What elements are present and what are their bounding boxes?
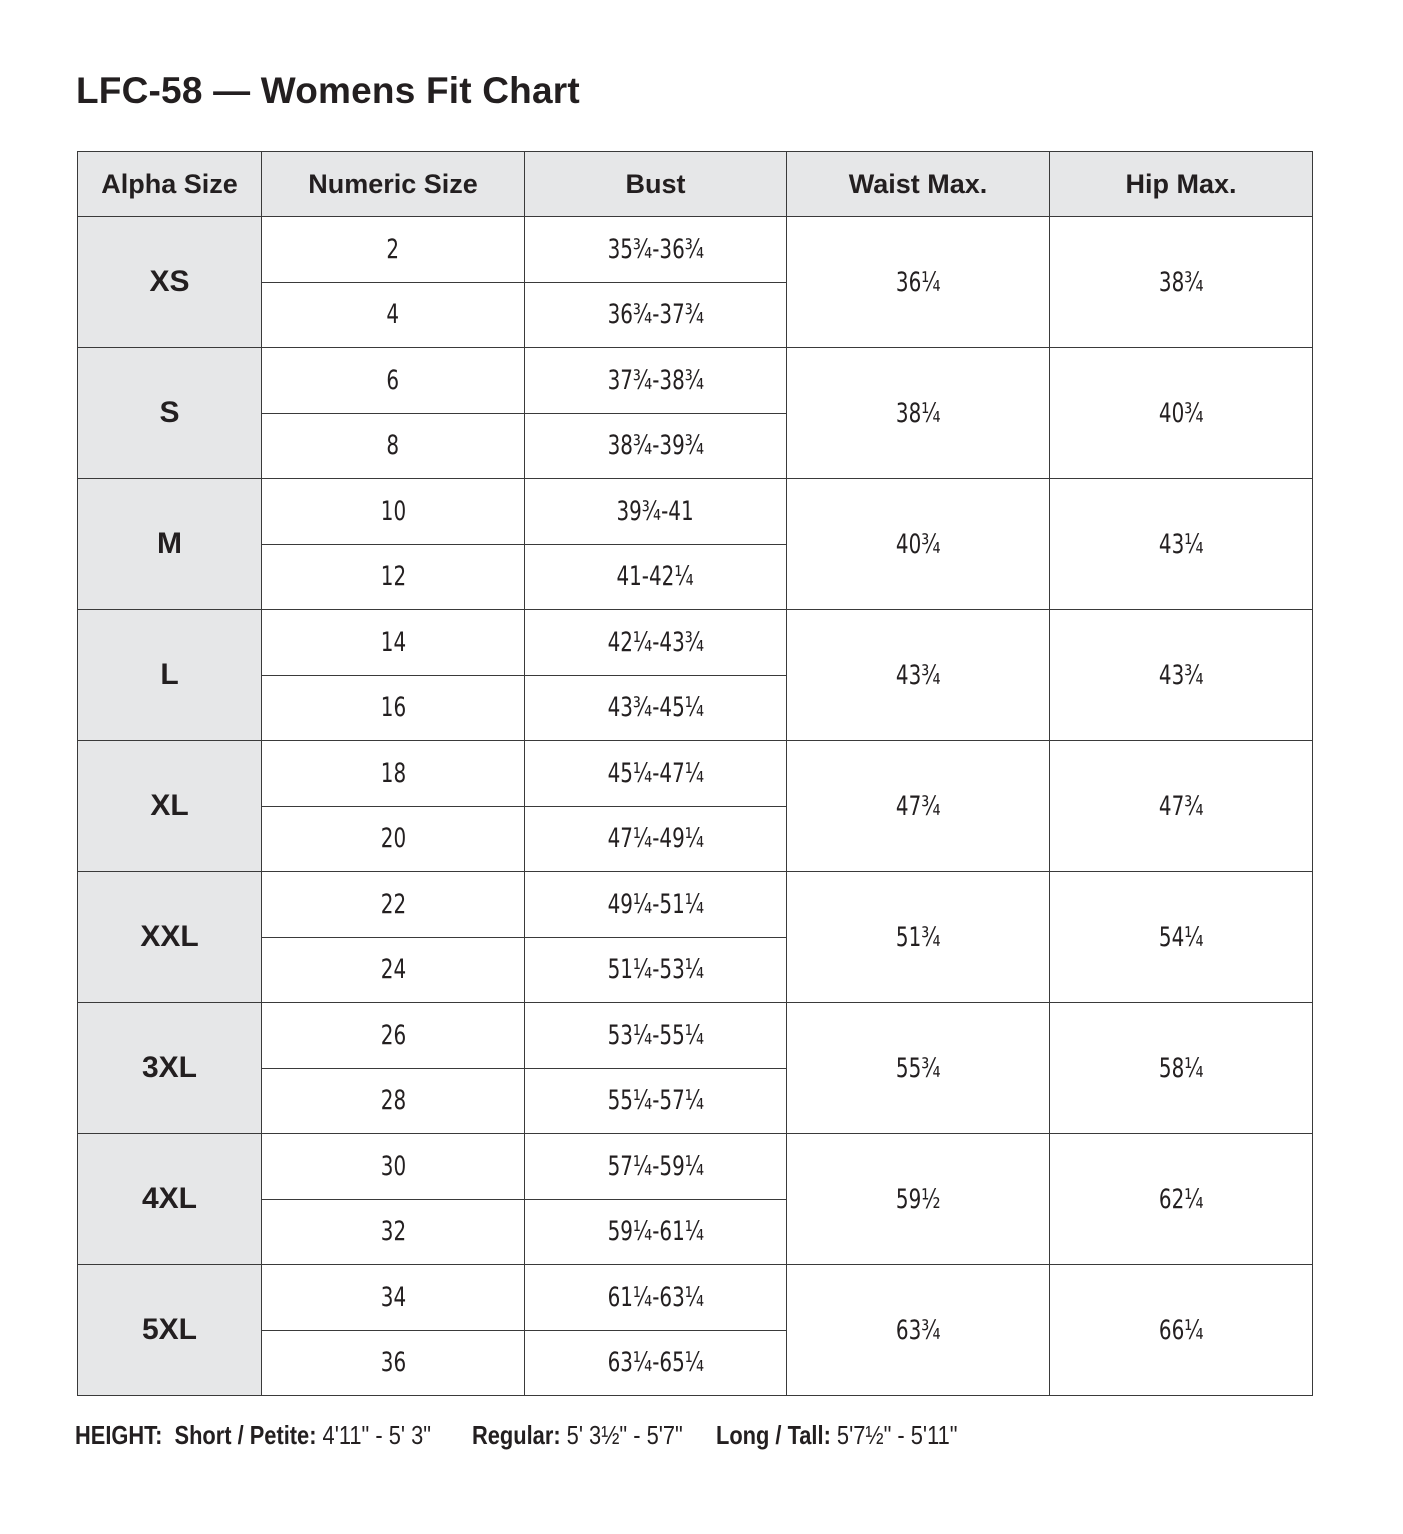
bust-cell	[525, 806, 787, 872]
bust-cell	[525, 872, 787, 938]
bust-value: 45¼-47¼	[607, 757, 704, 789]
numeric-size-cell	[262, 1199, 525, 1265]
numeric-size-cell	[262, 413, 525, 479]
hip-max-value: 43¾	[1158, 659, 1204, 691]
bust-cell	[525, 1068, 787, 1134]
header-waist-max: Waist Max.	[787, 152, 1050, 217]
bust-value: 61¼-63¼	[607, 1281, 704, 1313]
waist-max-value: 36¼	[895, 266, 941, 298]
numeric-size-cell	[262, 217, 525, 283]
short-value: 4'11" - 5' 3"	[322, 1420, 431, 1450]
numeric-size-value: 20	[380, 823, 406, 855]
alpha-size-cell: 5XL	[78, 1265, 262, 1396]
numeric-size-cell	[262, 806, 525, 872]
numeric-size-cell	[262, 348, 525, 414]
hip-max-value: 38¾	[1158, 266, 1204, 298]
numeric-size-value: 6	[386, 364, 400, 396]
bust-value: 49¼-51¼	[607, 888, 704, 920]
table-row	[78, 872, 1313, 938]
waist-max-cell	[787, 1265, 1050, 1396]
numeric-size-value: 2	[386, 233, 400, 265]
regular-label: Regular:	[472, 1420, 561, 1450]
bust-cell	[525, 1265, 787, 1331]
bust-value: 35¾-36¾	[607, 233, 704, 265]
hip-max-cell	[1050, 741, 1313, 872]
hip-max-value: 40¾	[1158, 397, 1204, 429]
numeric-size-cell	[262, 282, 525, 348]
header-row	[78, 152, 1313, 217]
long-label: Long / Tall:	[716, 1420, 832, 1450]
hip-max-cell	[1050, 872, 1313, 1003]
hip-max-value: 66¼	[1158, 1314, 1204, 1346]
bust-cell	[525, 282, 787, 348]
hip-max-cell	[1050, 1265, 1313, 1396]
numeric-size-cell	[262, 1330, 525, 1396]
bust-value: 41-42¼	[616, 561, 695, 593]
alpha-size-cell: L	[78, 610, 262, 741]
numeric-size-value: 34	[380, 1281, 406, 1313]
numeric-size-value: 30	[380, 1150, 406, 1182]
header-bust: Bust	[525, 152, 787, 217]
bust-cell	[525, 348, 787, 414]
numeric-size-cell	[262, 1265, 525, 1331]
numeric-size-value: 28	[380, 1085, 406, 1117]
numeric-size-value: 14	[380, 626, 406, 658]
bust-cell	[525, 937, 787, 1003]
numeric-size-value: 10	[380, 495, 406, 527]
waist-max-value: 38¼	[895, 397, 941, 429]
bust-cell	[525, 413, 787, 479]
numeric-size-cell	[262, 937, 525, 1003]
table-row	[78, 217, 1313, 283]
waist-max-value: 40¾	[895, 528, 941, 560]
hip-max-value: 43¼	[1158, 528, 1204, 560]
table-row	[78, 741, 1313, 807]
numeric-size-value: 26	[380, 1019, 406, 1051]
hip-max-value: 54¼	[1158, 921, 1204, 953]
bust-cell	[525, 1003, 787, 1069]
bust-value: 55¼-57¼	[607, 1085, 704, 1117]
bust-cell	[525, 1199, 787, 1265]
fit-chart-table	[77, 151, 1313, 1396]
numeric-size-cell	[262, 1003, 525, 1069]
waist-max-cell	[787, 741, 1050, 872]
hip-max-cell	[1050, 479, 1313, 610]
hip-max-value: 58¼	[1158, 1052, 1204, 1084]
bust-value: 37¾-38¾	[607, 364, 704, 396]
header-alpha-size: Alpha Size	[78, 152, 262, 217]
bust-cell	[525, 741, 787, 807]
waist-max-value: 51¾	[895, 921, 941, 953]
regular-value: 5' 3½" - 5'7"	[566, 1420, 683, 1450]
numeric-size-value: 4	[386, 299, 400, 331]
bust-cell	[525, 610, 787, 676]
alpha-size-cell: 3XL	[78, 1003, 262, 1134]
bust-cell	[525, 1134, 787, 1200]
bust-cell	[525, 1330, 787, 1396]
numeric-size-value: 16	[380, 692, 406, 724]
bust-value: 53¼-55¼	[607, 1019, 704, 1051]
page-title: LFC-58 — Womens Fit Chart	[76, 70, 580, 111]
bust-value: 51¼-53¼	[607, 954, 704, 986]
waist-max-value: 55¾	[895, 1052, 941, 1084]
waist-max-cell	[787, 610, 1050, 741]
long-value: 5'7½" - 5'11"	[837, 1420, 958, 1450]
numeric-size-value: 22	[380, 888, 406, 920]
numeric-size-value: 8	[386, 430, 400, 462]
numeric-size-value: 12	[380, 561, 406, 593]
hip-max-cell	[1050, 1003, 1313, 1134]
hip-max-cell	[1050, 348, 1313, 479]
bust-cell	[525, 544, 787, 610]
table-row	[78, 348, 1313, 414]
waist-max-value: 63¾	[895, 1314, 941, 1346]
numeric-size-cell	[262, 479, 525, 545]
waist-max-cell	[787, 217, 1050, 348]
hip-max-value: 62¼	[1158, 1183, 1204, 1215]
numeric-size-cell	[262, 741, 525, 807]
numeric-size-value: 18	[380, 757, 406, 789]
alpha-size-cell: XXL	[78, 872, 262, 1003]
header-numeric-size: Numeric Size	[262, 152, 525, 217]
waist-max-cell	[787, 479, 1050, 610]
hip-max-cell	[1050, 217, 1313, 348]
alpha-size-cell: XL	[78, 741, 262, 872]
waist-max-cell	[787, 1134, 1050, 1265]
numeric-size-cell	[262, 675, 525, 741]
table-row	[78, 479, 1313, 545]
waist-max-cell	[787, 348, 1050, 479]
bust-value: 42¼-43¾	[607, 626, 704, 658]
waist-max-value: 43¾	[895, 659, 941, 691]
numeric-size-cell	[262, 1068, 525, 1134]
height-label: HEIGHT:	[75, 1420, 163, 1450]
alpha-size-cell: S	[78, 348, 262, 479]
height-long-group	[716, 1420, 1004, 1451]
bust-value: 39¾-41	[616, 495, 695, 527]
header-hip-max: Hip Max.	[1050, 152, 1313, 217]
numeric-size-cell	[262, 1134, 525, 1200]
bust-value: 59¼-61¼	[607, 1216, 704, 1248]
alpha-size-cell: XS	[78, 217, 262, 348]
table-row	[78, 1003, 1313, 1069]
bust-value: 57¼-59¼	[607, 1150, 704, 1182]
bust-value: 63¼-65¼	[607, 1347, 704, 1379]
numeric-size-cell	[262, 610, 525, 676]
hip-max-value: 47¾	[1158, 790, 1204, 822]
table-row	[78, 1265, 1313, 1331]
waist-max-value: 47¾	[895, 790, 941, 822]
bust-value: 36¾-37¾	[607, 299, 704, 331]
waist-max-cell	[787, 1003, 1050, 1134]
bust-value: 43¾-45¼	[607, 692, 704, 724]
height-short-group	[75, 1420, 499, 1451]
bust-cell	[525, 479, 787, 545]
bust-cell	[525, 675, 787, 741]
table-row	[78, 610, 1313, 676]
numeric-size-cell	[262, 544, 525, 610]
waist-max-cell	[787, 872, 1050, 1003]
hip-max-cell	[1050, 610, 1313, 741]
hip-max-cell	[1050, 1134, 1313, 1265]
height-legend	[75, 1420, 1030, 1451]
bust-cell	[525, 217, 787, 283]
waist-max-value: 59½	[895, 1183, 941, 1215]
numeric-size-value: 32	[380, 1216, 406, 1248]
short-label: Short / Petite:	[174, 1420, 317, 1450]
bust-value: 47¼-49¼	[607, 823, 704, 855]
bust-value: 38¾-39¾	[607, 430, 704, 462]
table-body	[78, 217, 1313, 1396]
numeric-size-cell	[262, 872, 525, 938]
alpha-size-cell: M	[78, 479, 262, 610]
table-row	[78, 1134, 1313, 1200]
numeric-size-value: 24	[380, 954, 406, 986]
height-regular-group	[472, 1420, 723, 1451]
alpha-size-cell: 4XL	[78, 1134, 262, 1265]
numeric-size-value: 36	[380, 1347, 406, 1379]
